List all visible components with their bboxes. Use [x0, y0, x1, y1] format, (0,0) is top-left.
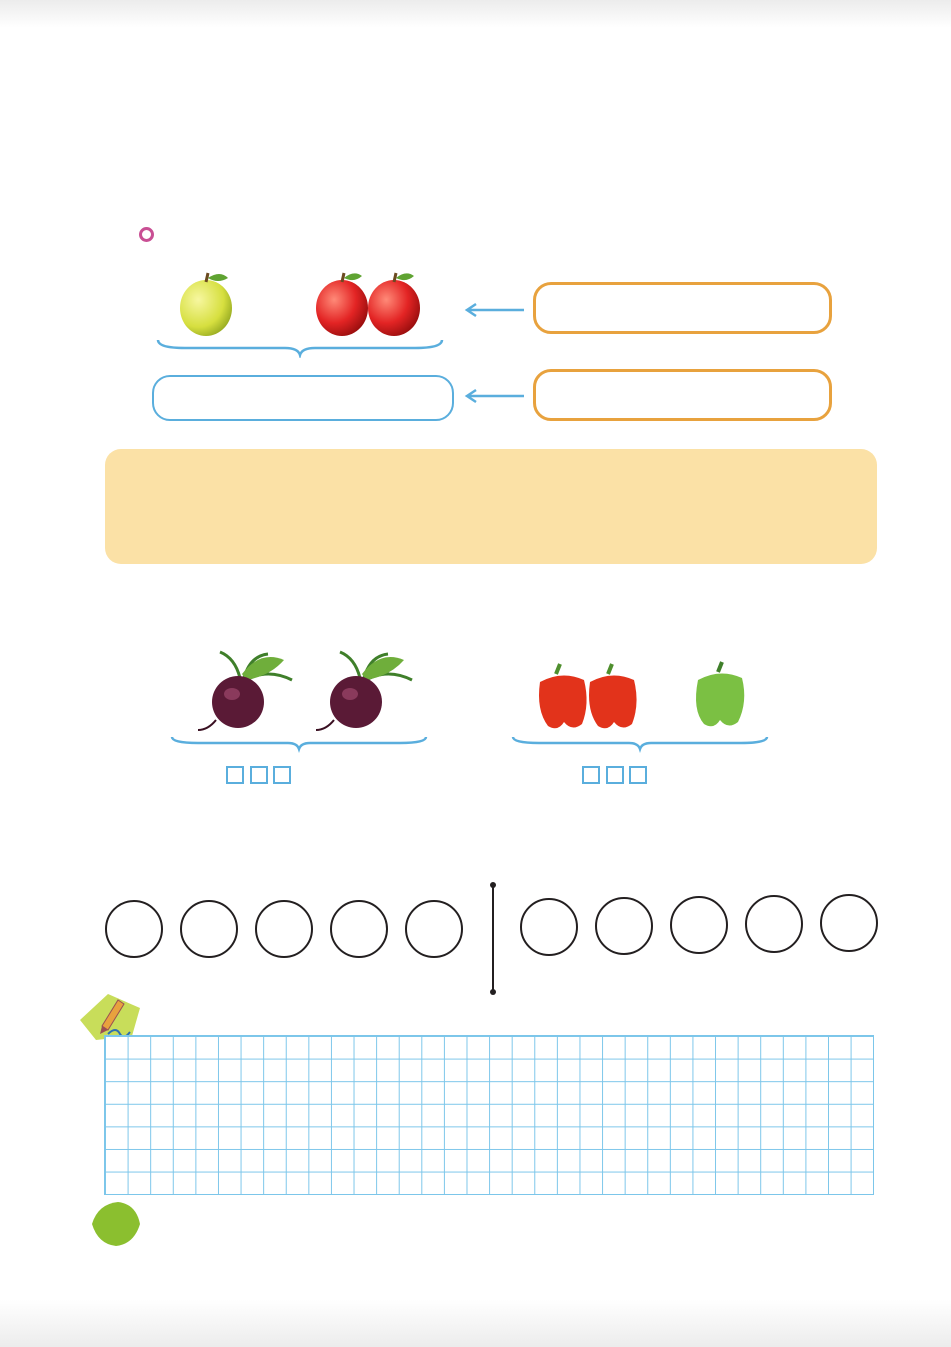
segment-divider	[486, 880, 500, 998]
red-apple-icon	[316, 273, 368, 336]
red-apple-icon	[368, 273, 420, 336]
circle-to-color[interactable]	[820, 894, 878, 952]
answer-box[interactable]	[250, 766, 268, 784]
yellow-apple-icon	[180, 273, 232, 336]
rule-box	[105, 449, 877, 564]
answer-box[interactable]	[582, 766, 600, 784]
peppers-illustration	[532, 660, 762, 735]
brace-icon	[511, 733, 769, 755]
label-box-add	[533, 369, 832, 421]
beets-illustration	[180, 650, 420, 740]
equation-template	[582, 763, 647, 786]
bullet-icon	[139, 227, 154, 242]
circle-to-color[interactable]	[670, 896, 728, 954]
beet-icon	[316, 652, 412, 730]
arrow-left-icon	[462, 386, 528, 406]
answer-box[interactable]	[226, 766, 244, 784]
equation-box	[152, 375, 454, 421]
circle-to-color[interactable]	[405, 900, 463, 958]
circle-to-color[interactable]	[520, 898, 578, 956]
red-pepper-icon	[539, 664, 587, 728]
circle-to-color[interactable]	[595, 897, 653, 955]
brace-icon	[170, 733, 428, 755]
circle-to-color[interactable]	[745, 895, 803, 953]
equation-template	[226, 763, 291, 786]
answer-box[interactable]	[629, 766, 647, 784]
circle-to-color[interactable]	[105, 900, 163, 958]
answer-box[interactable]	[606, 766, 624, 784]
circle-to-color[interactable]	[180, 900, 238, 958]
circle-to-color[interactable]	[330, 900, 388, 958]
red-pepper-icon	[589, 664, 637, 728]
copybook-grid[interactable]	[104, 1035, 874, 1195]
answer-box[interactable]	[273, 766, 291, 784]
arrow-left-icon	[462, 300, 528, 320]
brace-icon	[155, 336, 445, 358]
leaf-icon	[88, 1198, 142, 1250]
circle-to-color[interactable]	[255, 900, 313, 958]
green-pepper-icon	[696, 662, 744, 726]
label-box-combine	[533, 282, 832, 334]
beet-icon	[198, 652, 292, 730]
